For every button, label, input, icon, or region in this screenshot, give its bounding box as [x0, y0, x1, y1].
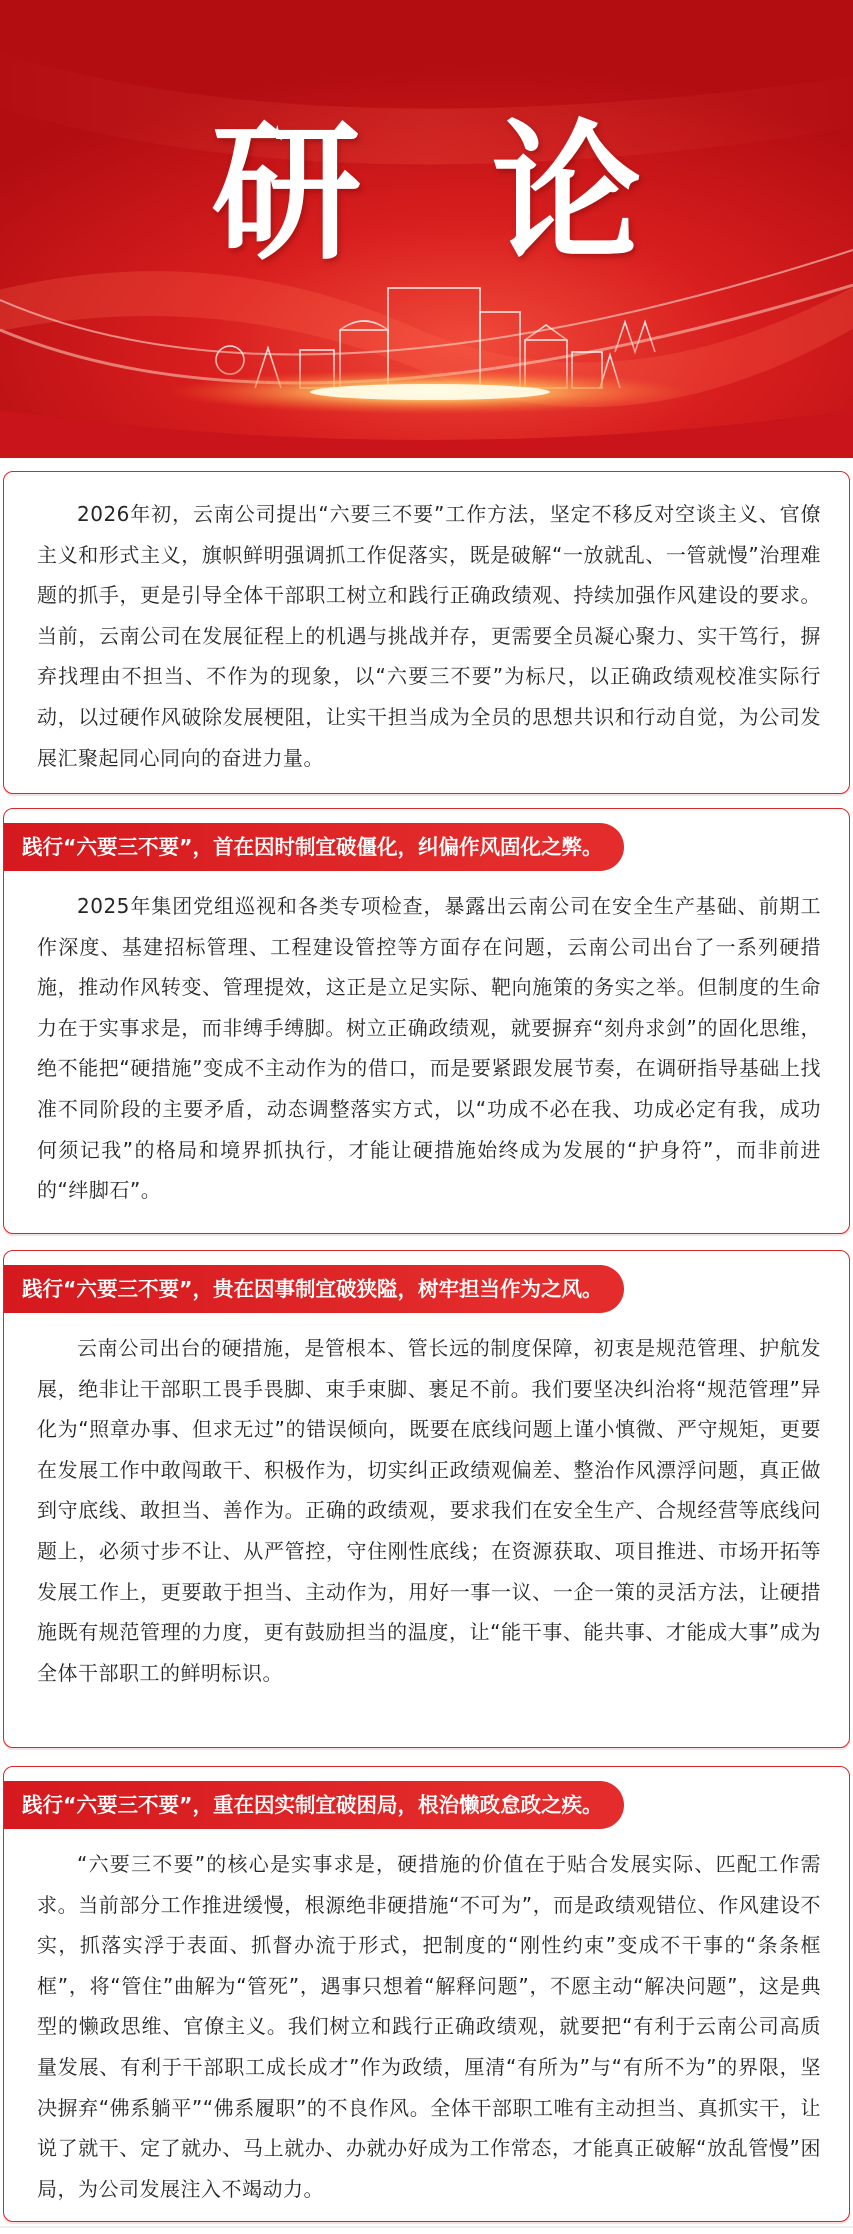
- banner: [0, 0, 853, 458]
- section-heading: 践行“六要三不要”，首在因时制宜破僵化，纠偏作风固化之弊。: [22, 835, 603, 859]
- section-card-1: [3, 808, 850, 1234]
- footer-divider: [0, 2226, 853, 2228]
- section-heading: 践行“六要三不要”，贵在因事制宜破狭隘，树牢担当作为之风。: [22, 1277, 603, 1301]
- intro-card: [3, 471, 850, 794]
- section-paragraph: “六要三不要”的核心是实事求是，硬措施的价值在于贴合发展实际、匹配工作需求。当前部分工作推进缓慢，根源绝非硬措施“不可为”，而是政绩观错位、作风建设不实，抓落实浮于表面、抓督办流于形式，把制度的“刚性约束”变成不干事的“条条框框”，将“管住”曲解为“管死”，遇事只想着“解释问题”，不愿主动“解决问题”，这是典型的懒政思维、官僚主义。我们树立和践行正确政绩观，就要把“有利于云南公司高质量发展、有利于干部职工成长成才”作为政绩，厘清“有所为”与“有所不为”的界限，坚决摒弃“佛系躺平”“佛系履职”的不良作风。全体干部职工唯有主动担当、真抓实干，让说了就干、定了就办、马上就办、办就办好成为工作常态，才能真正破解“放乱管慢”困局，为公司发展注入不竭动力。: [37, 1852, 821, 2201]
- section-heading: 践行“六要三不要”，重在因实制宜破困局，根治懒政怠政之疾。: [22, 1793, 603, 1817]
- banner-title: 研论: [211, 105, 772, 281]
- section-card-2: [3, 1250, 850, 1748]
- section-card-3: [3, 1766, 850, 2222]
- section-paragraph: 2025年集团党组巡视和各类专项检查，暴露出云南公司在安全生产基础、前期工作深度、基建招标管理、工程建设管控等方面存在问题，云南公司出台了一系列硬措施，推动作风转变、管理提效，这正是立足实际、靶向施策的务实之举。但制度的生命力在于实事求是，而非缚手缚脚。树立正确政绩观，就要摒弃“刻舟求剑”的固化思维，绝不能把“硬措施”变成不主动作为的借口，而是要紧跟发展节奏，在调研指导基础上找准不同阶段的主要矛盾，动态调整落实方式，以“功成不必在我、功成必定有我，成功何须记我”的格局和境界抓执行，才能让硬措施始终成为发展的“护身符”，而非前进的“绊脚石”。: [37, 894, 821, 1203]
- intro-paragraph: 2026年初，云南公司提出“六要三不要”工作方法，坚定不移反对空谈主义、官僚主义和形式主义，旗帜鲜明强调抓工作促落实，既是破解“一放就乱、一管就慢”治理难题的抓手，更是引导全体干部职工树立和践行正确政绩观、持续加强作风建设的要求。当前，云南公司在发展征程上的机遇与挑战并存，更需要全员凝心聚力、实干笃行，摒弃找理由不担当、不作为的现象，以“六要三不要”为标尺，以正确政绩观校准实际行动，以过硬作风破除发展梗阻，让实干担当成为全员的思想共识和行动自觉，为公司发展汇聚起同心同向的奋进力量。: [37, 502, 821, 770]
- section-paragraph: 云南公司出台的硬措施，是管根本、管长远的制度保障，初衷是规范管理、护航发展，绝非让干部职工畏手畏脚、束手束脚、裹足不前。我们要坚决纠治将“规范管理”异化为“照章办事、但求无过”的错误倾向，既要在底线问题上谨小慎微、严守规矩，更要在发展工作中敢闯敢干、积极作为，切实纠正政绩观偏差、整治作风漂浮问题，真正做到守底线、敢担当、善作为。正确的政绩观，要求我们在安全生产、合规经营等底线问题上，必须寸步不让、从严管控，守住刚性底线；在资源获取、项目推进、市场开拓等发展工作上，更要敢于担当、主动作为，用好一事一议、一企一策的灵活方法，让硬措施既有规范管理的力度，更有鼓励担当的温度，让“能干事、能共事、才能成大事”成为全体干部职工的鲜明标识。: [37, 1336, 821, 1685]
